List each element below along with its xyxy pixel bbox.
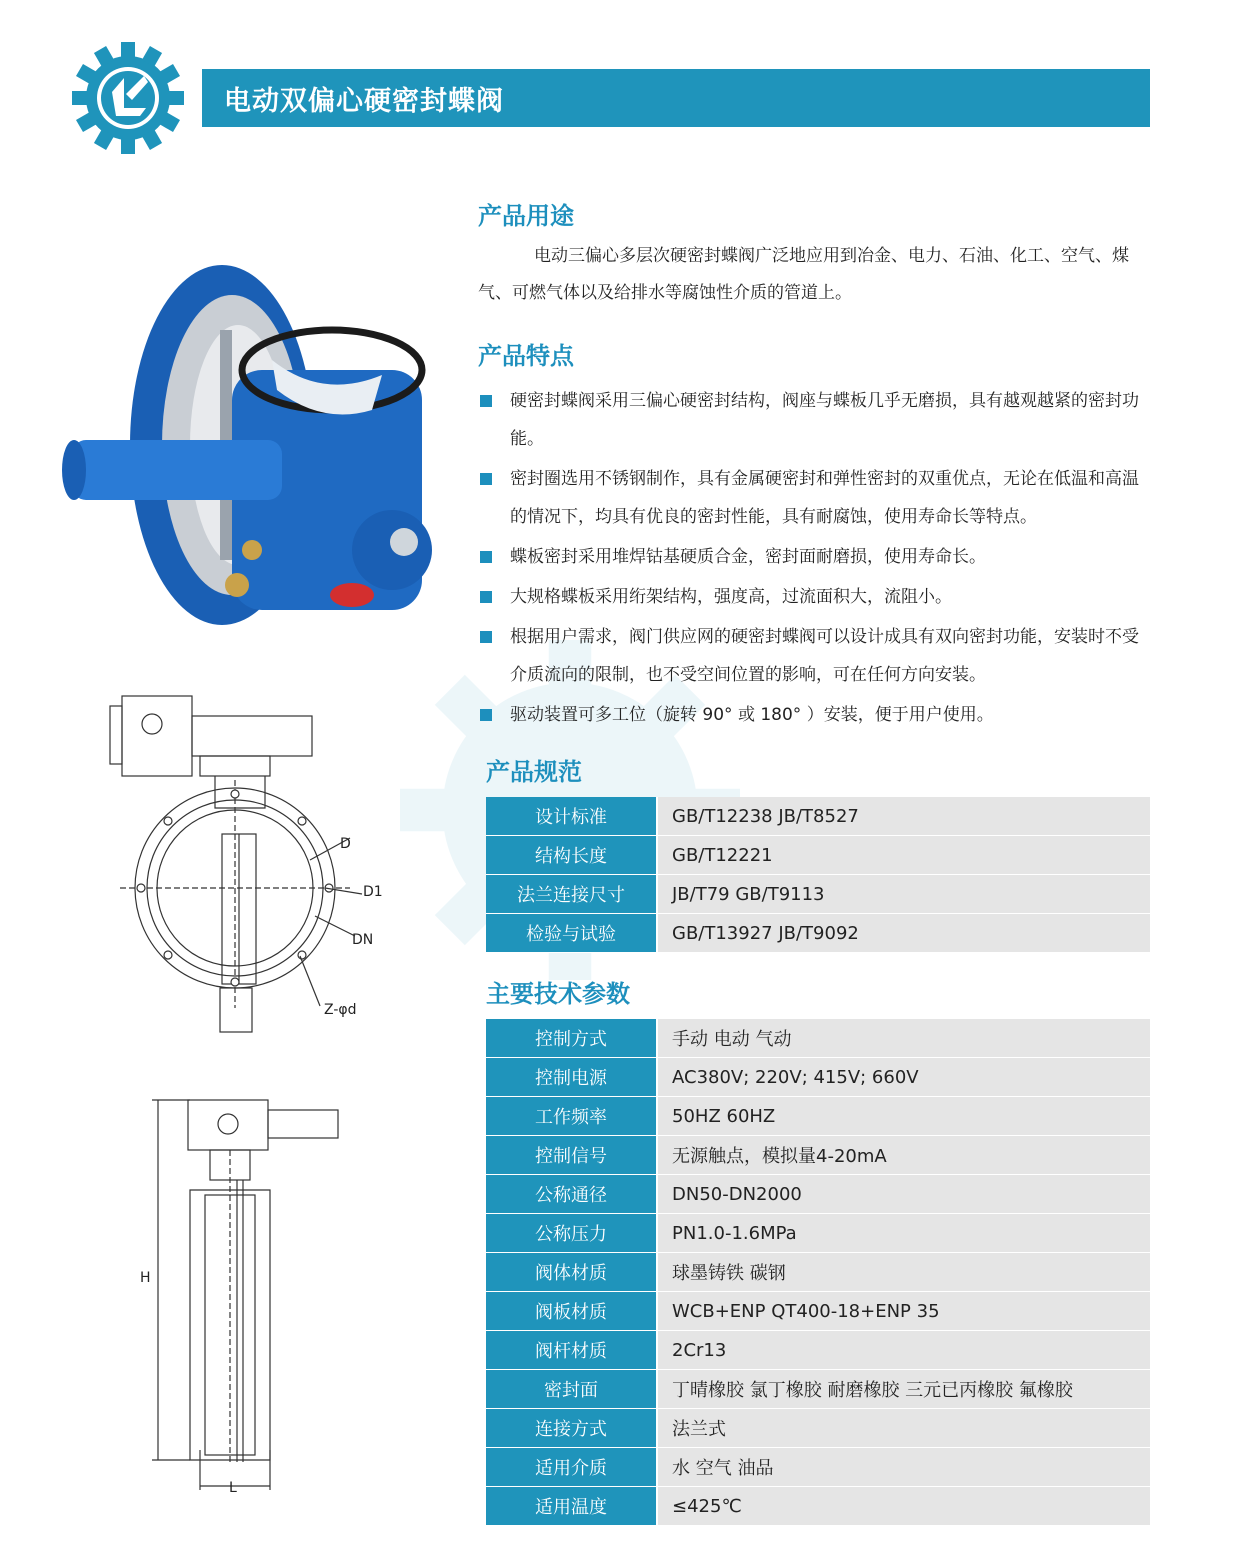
feature-item bbox=[478, 578, 1150, 616]
feature-text: 大规格蝶板采用绗架结构，强度高，过流面积大，流阻小。 bbox=[510, 587, 952, 607]
specs-heading: 产品规范 bbox=[486, 758, 582, 786]
table-row bbox=[486, 1019, 1150, 1058]
table-row bbox=[486, 1136, 1150, 1175]
table-row bbox=[486, 1253, 1150, 1292]
param-key: 适用温度 bbox=[486, 1487, 657, 1526]
bullet-icon bbox=[480, 395, 492, 407]
table-row bbox=[486, 1292, 1150, 1331]
param-value: 球墨铸铁 碳钢 bbox=[657, 1253, 1150, 1292]
dim-label-h: H bbox=[140, 1270, 151, 1286]
param-value: DN50-DN2000 bbox=[657, 1175, 1150, 1214]
feature-item bbox=[478, 460, 1150, 536]
param-value: 法兰式 bbox=[657, 1409, 1150, 1448]
table-row bbox=[486, 797, 1150, 836]
table-row bbox=[486, 1487, 1150, 1526]
feature-text: 硬密封蝶阀采用三偏心硬密封结构，阀座与蝶板几乎无磨损，具有越观越紧的密封功能。 bbox=[510, 391, 1139, 449]
table-row bbox=[486, 1058, 1150, 1097]
param-value: AC380V; 220V; 415V; 660V bbox=[657, 1058, 1150, 1097]
param-value: 手动 电动 气动 bbox=[657, 1019, 1150, 1058]
bullet-icon bbox=[480, 551, 492, 563]
usage-heading: 产品用途 bbox=[478, 202, 574, 230]
param-key: 阀体材质 bbox=[486, 1253, 657, 1292]
dim-label-l: L bbox=[229, 1480, 237, 1496]
spec-key: 结构长度 bbox=[486, 836, 657, 875]
param-key: 控制电源 bbox=[486, 1058, 657, 1097]
spec-value: GB/T12238 JB/T8527 bbox=[657, 797, 1150, 836]
dim-label-d: D bbox=[340, 836, 351, 852]
dim-label-d1: D1 bbox=[363, 884, 383, 900]
param-key: 公称通径 bbox=[486, 1175, 657, 1214]
table-row bbox=[486, 875, 1150, 914]
param-key: 公称压力 bbox=[486, 1214, 657, 1253]
table-row bbox=[486, 914, 1150, 953]
param-key: 连接方式 bbox=[486, 1409, 657, 1448]
feature-text: 密封圈选用不锈钢制作，具有金属硬密封和弹性密封的双重优点，无论在低温和高温的情况下，均具有优良的密封性能，具有耐腐蚀，使用寿命长等特点。 bbox=[510, 469, 1139, 527]
param-key: 密封面 bbox=[486, 1370, 657, 1409]
spec-key: 设计标准 bbox=[486, 797, 657, 836]
features-heading: 产品特点 bbox=[478, 342, 574, 370]
param-value: ≤425℃ bbox=[657, 1487, 1150, 1526]
param-key: 适用介质 bbox=[486, 1448, 657, 1487]
feature-text: 蝶板密封采用堆焊钴基硬质合金，密封面耐磨损，使用寿命长。 bbox=[510, 547, 986, 567]
feature-item bbox=[478, 696, 1150, 734]
table-row bbox=[486, 836, 1150, 875]
table-row bbox=[486, 1097, 1150, 1136]
specs-table bbox=[486, 797, 1150, 953]
param-value: 丁晴橡胶 氯丁橡胶 耐磨橡胶 三元已丙橡胶 氟橡胶 bbox=[657, 1370, 1150, 1409]
param-key: 阀板材质 bbox=[486, 1292, 657, 1331]
param-value: 无源触点，模拟量4-20mA bbox=[657, 1136, 1150, 1175]
page-title: 电动双偏心硬密封蝶阀 bbox=[224, 85, 504, 117]
features-list bbox=[478, 382, 1150, 736]
product-photo bbox=[52, 250, 452, 640]
param-key: 控制信号 bbox=[486, 1136, 657, 1175]
table-row bbox=[486, 1214, 1150, 1253]
spec-key: 法兰连接尺寸 bbox=[486, 875, 657, 914]
spec-value: GB/T12221 bbox=[657, 836, 1150, 875]
feature-item bbox=[478, 382, 1150, 458]
param-value: PN1.0-1.6MPa bbox=[657, 1214, 1150, 1253]
bullet-icon bbox=[480, 709, 492, 721]
dim-label-dn: DN bbox=[352, 932, 374, 948]
feature-item bbox=[478, 618, 1150, 694]
param-key: 工作频率 bbox=[486, 1097, 657, 1136]
table-row bbox=[486, 1175, 1150, 1214]
table-row bbox=[486, 1331, 1150, 1370]
company-logo bbox=[72, 42, 184, 154]
bullet-icon bbox=[480, 591, 492, 603]
spec-value: JB/T79 GB/T9113 bbox=[657, 875, 1150, 914]
spec-value: GB/T13927 JB/T9092 bbox=[657, 914, 1150, 953]
usage-text bbox=[478, 238, 1150, 312]
param-key: 阀杆材质 bbox=[486, 1331, 657, 1370]
param-value: 2Cr13 bbox=[657, 1331, 1150, 1370]
param-value: 50HZ 60HZ bbox=[657, 1097, 1150, 1136]
params-table bbox=[486, 1019, 1150, 1526]
param-value: WCB+ENP QT400-18+ENP 35 bbox=[657, 1292, 1150, 1331]
feature-item bbox=[478, 538, 1150, 576]
side-view-drawing bbox=[130, 1090, 370, 1510]
feature-text: 驱动装置可多工位（旋转 90° 或 180° ）安装，便于用户使用。 bbox=[510, 705, 994, 725]
usage-text-content: 电动三偏心多层次硬密封蝶阀广泛地应用到冶金、电力、石油、化工、空气、煤气、可燃气体以及给排水等腐蚀性介质的管道上。 bbox=[478, 246, 1129, 303]
spec-key: 检验与试验 bbox=[486, 914, 657, 953]
feature-text: 根据用户需求，阀门供应网的硬密封蝶阀可以设计成具有双向密封功能，安装时不受介质流向的限制，也不受空间位置的影响，可在任何方向安装。 bbox=[510, 627, 1139, 685]
table-row bbox=[486, 1409, 1150, 1448]
params-heading: 主要技术参数 bbox=[486, 980, 630, 1008]
param-key: 控制方式 bbox=[486, 1019, 657, 1058]
table-row bbox=[486, 1370, 1150, 1409]
title-bar bbox=[202, 69, 1150, 127]
dim-label-zd: Z-φd bbox=[324, 1002, 357, 1018]
param-value: 水 空气 油品 bbox=[657, 1448, 1150, 1487]
bullet-icon bbox=[480, 631, 492, 643]
table-row bbox=[486, 1448, 1150, 1487]
bullet-icon bbox=[480, 473, 492, 485]
